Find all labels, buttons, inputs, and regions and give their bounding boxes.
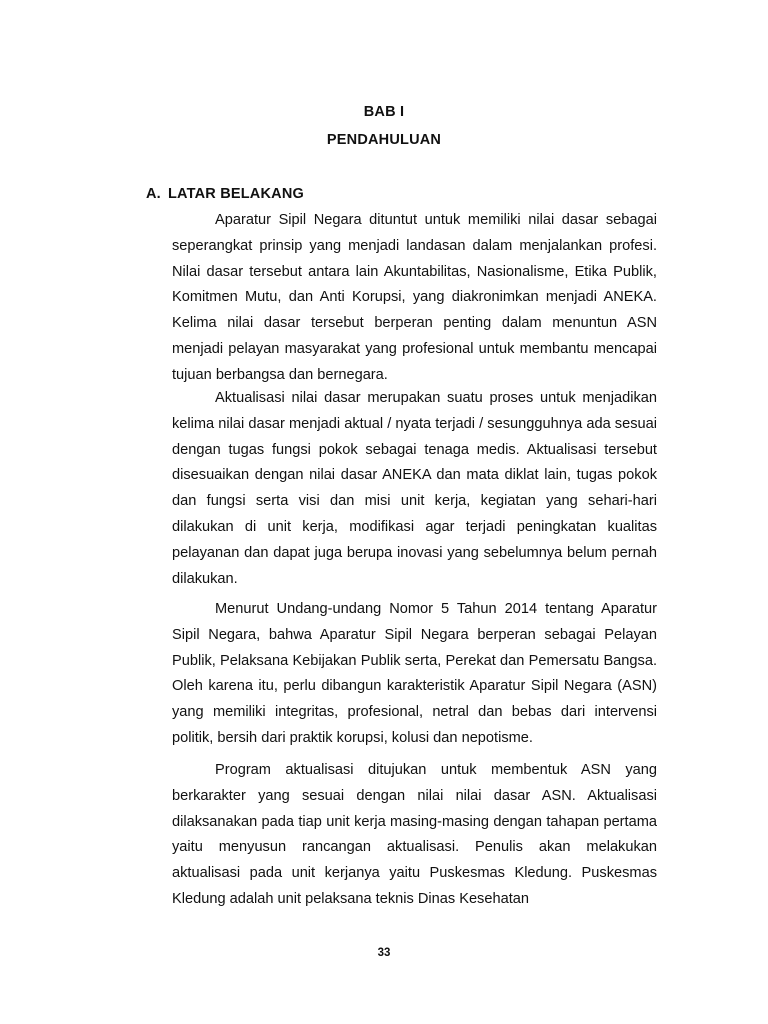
paragraph-1: Aparatur Sipil Negara dituntut untuk memiliki nilai dasar sebagai seperangkat prinsip yang menjadi landasan dalam menjalankan profesi. Nilai dasar tersebut antara lain Akuntabilitas, Nasionalisme, Etika Publik, Komitmen Mutu, dan Anti Korupsi, yang diakronimkan menjadi ANEKA. Kelima nilai dasar tersebut berperan penting dalam menuntun ASN menjadi pelayan masyarakat yang profesional untuk membantu mencapai tujuan berbangsa dan bernegara.: [172, 212, 657, 383]
section-heading: [146, 186, 304, 202]
section-title: LATAR BELAKANG: [168, 186, 304, 202]
chapter-number: BAB I: [363, 104, 405, 120]
chapter-title: PENDAHULUAN: [326, 132, 442, 148]
section-letter: A.: [146, 186, 161, 202]
page-number: 33: [377, 947, 391, 959]
paragraph-2: Aktualisasi nilai dasar merupakan suatu proses untuk menjadikan kelima nilai dasar menjadi aktual / nyata terjadi / sesungguhnya ada sesuai dengan tugas fungsi pokok sebagai tenaga medis. Aktualisasi tersebut disesuaikan dengan nilai dasar ANEKA dan mata diklat lain, tugas pokok dan fungsi serta visi dan misi unit kerja, kegiatan yang sehari-hari dilakukan di unit kerja, modifikasi agar terjadi peningkatan kualitas pelayanan dan dapat juga berupa inovasi yang sebelumnya belum pernah dilakukan.: [172, 390, 657, 587]
paragraph-4: Program aktualisasi ditujukan untuk membentuk ASN yang berkarakter yang sesuai dengan nilai nilai dasar ASN. Aktualisasi dilaksanakan pada tiap unit kerja masing-masing dengan tahapan pertama yaitu menyusun rancangan aktualisasi. Penulis akan melakukan aktualisasi pada unit kerjanya yaitu Puskesmas Kledung. Puskesmas Kledung adalah unit pelaksana teknis Dinas Kesehatan: [172, 762, 657, 907]
paragraph-3: Menurut Undang-undang Nomor 5 Tahun 2014 tentang Aparatur Sipil Negara, bahwa Aparatur Sipil Negara berperan sebagai Pelayan Publik, Pelaksana Kebijakan Publik serta, Perekat dan Pemersatu Bangsa. Oleh karena itu, perlu dibangun karakteristik Aparatur Sipil Negara (ASN) yang memiliki integritas, profesional, netral dan bebas dari intervensi politik, bersih dari praktik korupsi, kolusi dan nepotisme.: [172, 601, 657, 746]
